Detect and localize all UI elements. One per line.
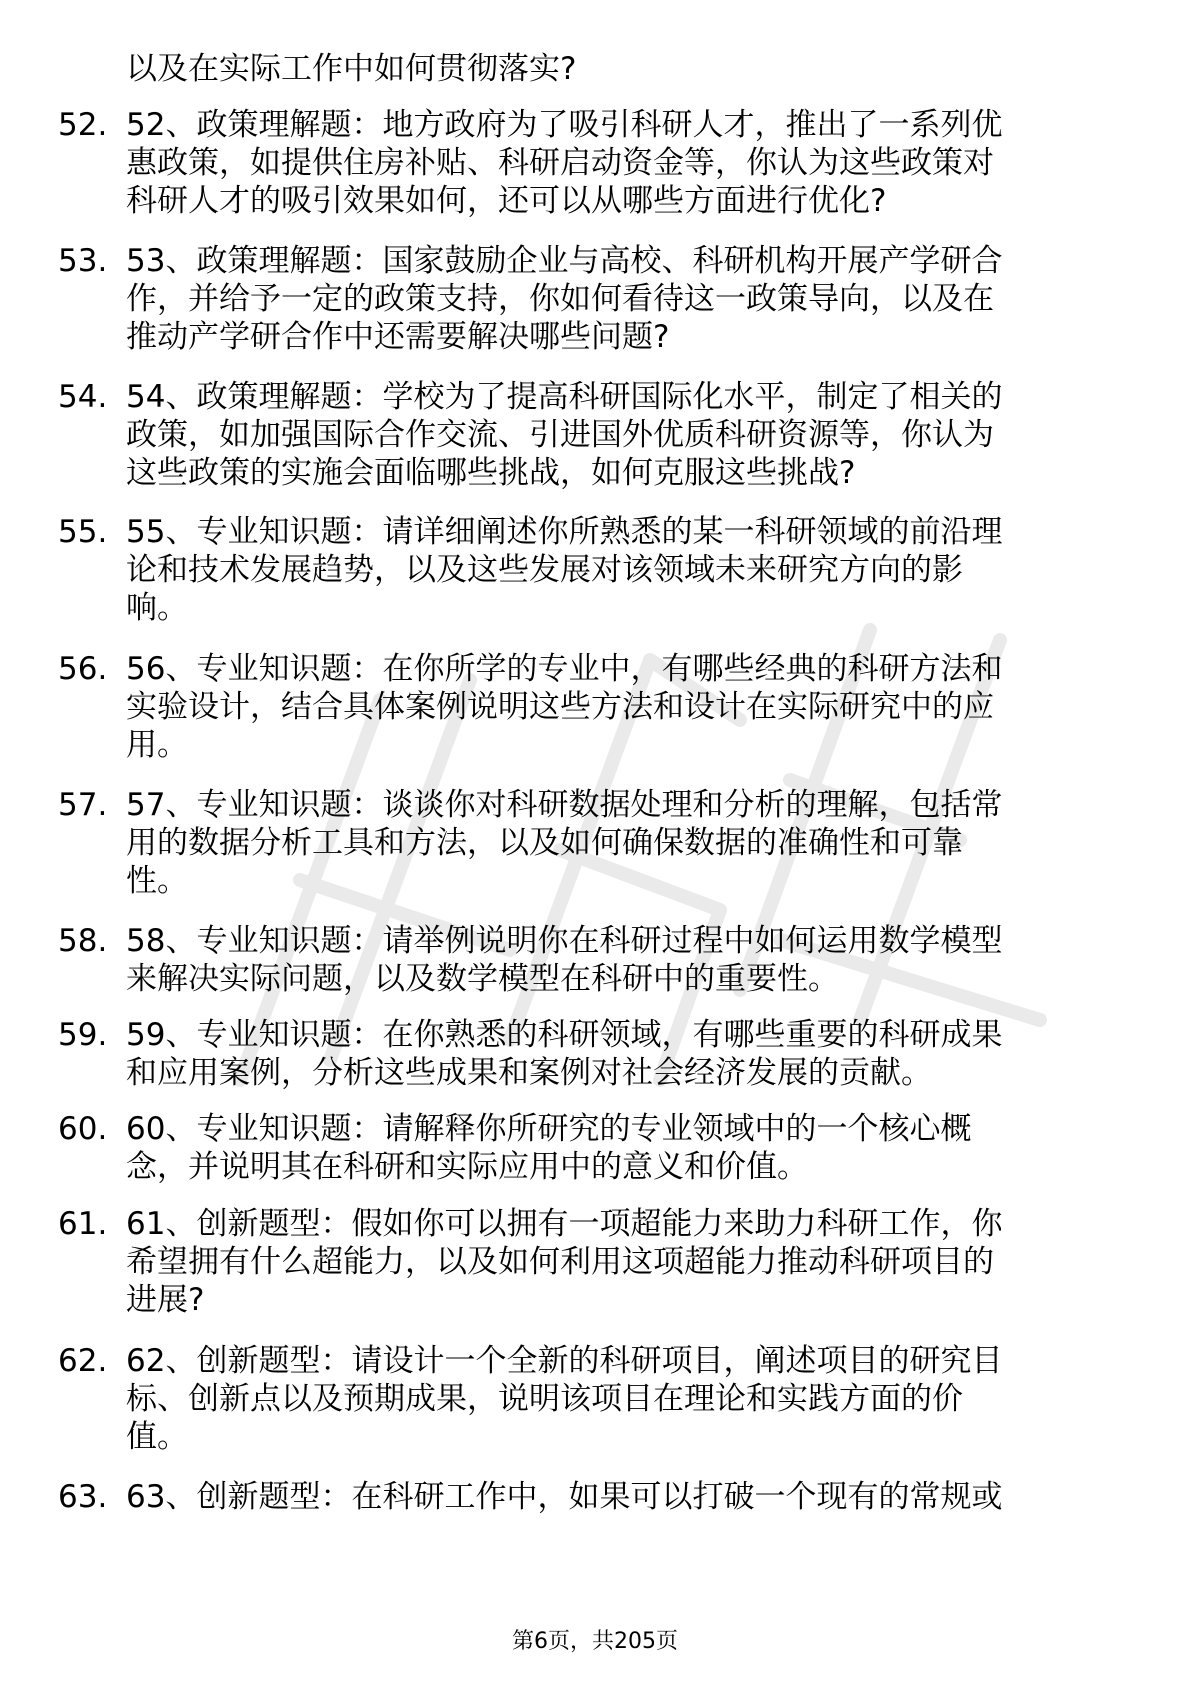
question-number: 62. <box>58 1343 108 1379</box>
question-number: 53. <box>58 243 108 279</box>
question-text: 58、专业知识题：请举例说明你在科研过程中如何运用数学模型 来解决实际问题，以及数学模型在科研中的重要性。 <box>126 923 1003 997</box>
question-number: 61. <box>58 1206 108 1242</box>
question-text: 52、政策理解题：地方政府为了吸引科研人才，推出了一系列优 惠政策，如提供住房补贴、科研启动资金等，你认为这些政策对 科研人才的吸引效果如何，还可以从哪些方面进行优化? <box>126 107 1003 219</box>
question-text: 57、专业知识题：谈谈你对科研数据处理和分析的理解，包括常 用的数据分析工具和方法，以及如何确保数据的准确性和可靠 性。 <box>126 787 1003 899</box>
page-footer: 第6页，共205页 <box>512 1629 678 1654</box>
question-text: 53、政策理解题：国家鼓励企业与高校、科研机构开展产学研合 作，并给予一定的政策支持，你如何看待这一政策导向，以及在 推动产学研合作中还需要解决哪些问题? <box>126 243 1003 355</box>
question-number: 55. <box>58 514 108 550</box>
question-number: 52. <box>58 107 108 143</box>
question-number: 57. <box>58 787 108 823</box>
question-text: 61、创新题型：假如你可以拥有一项超能力来助力科研工作，你 希望拥有什么超能力，以及如何利用这项超能力推动科研项目的 进展? <box>126 1206 1003 1318</box>
question-text: 54、政策理解题：学校为了提高科研国际化水平，制定了相关的 政策，如加强国际合作交流、引进国外优质科研资源等，你认为 这些政策的实施会面临哪些挑战，如何克服这些挑战? <box>126 379 1003 491</box>
question-text: 62、创新题型：请设计一个全新的科研项目，阐述项目的研究目 标、创新点以及预期成果，说明该项目在理论和实践方面的价 值。 <box>126 1343 1003 1455</box>
question-number: 56. <box>58 651 108 687</box>
question-text: 59、专业知识题：在你熟悉的科研领域，有哪些重要的科研成果 和应用案例，分析这些成果和案例对社会经济发展的贡献。 <box>126 1017 1003 1091</box>
question-text: 56、专业知识题：在你所学的专业中，有哪些经典的科研方法和 实验设计，结合具体案例说明这些方法和设计在实际研究中的应 用。 <box>126 651 1003 763</box>
question-text: 60、专业知识题：请解释你所研究的专业领域中的一个核心概 念，并说明其在科研和实际应用中的意义和价值。 <box>126 1111 972 1185</box>
question-text: 63、创新题型：在科研工作中，如果可以打破一个现有的常规或 <box>126 1479 1003 1515</box>
question-text: 55、专业知识题：请详细阐述你所熟悉的某一科研领域的前沿理 论和技术发展趋势，以及这些发展对该领域未来研究方向的影 响。 <box>126 514 1003 626</box>
continuation-line: 以及在实际工作中如何贯彻落实? <box>126 51 577 87</box>
question-number: 59. <box>58 1017 108 1053</box>
question-number: 54. <box>58 379 108 415</box>
question-number: 63. <box>58 1479 108 1515</box>
question-number: 60. <box>58 1111 108 1147</box>
question-number: 58. <box>58 923 108 959</box>
